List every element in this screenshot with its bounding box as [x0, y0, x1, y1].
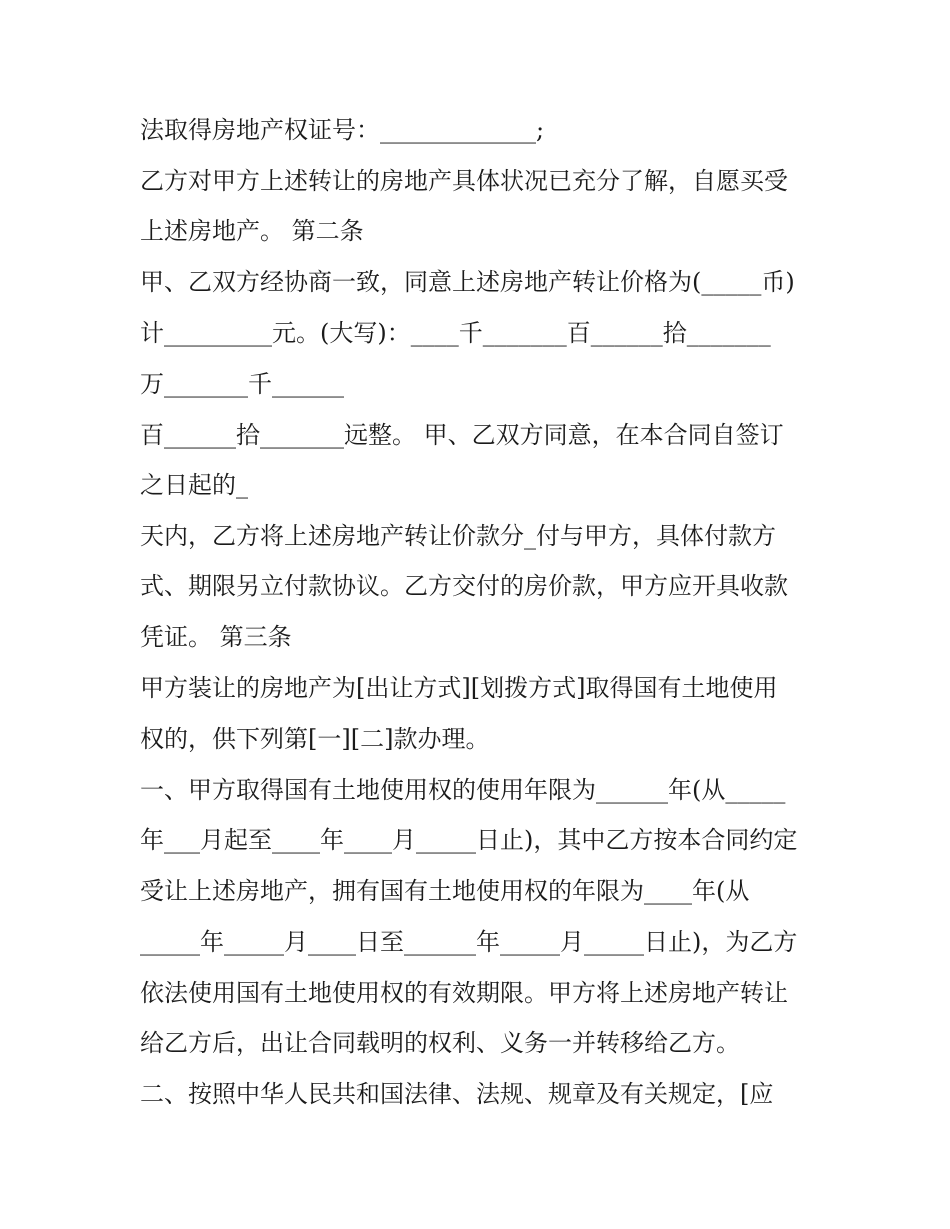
text-line: 法取得房地产权证号：_____________;: [140, 116, 545, 144]
text-line: 甲方装让的房地产为[出让方式][划拨方式]取得国有土地使用: [140, 674, 778, 702]
text-line: 百______拾_______远整。 甲、乙双方同意，在本合同自签订: [140, 421, 784, 449]
text-line: 式、期限另立付款协议。乙方交付的房价款，甲方应开具收款: [140, 572, 788, 600]
text-line: 甲、乙双方经协商一致，同意上述房地产转让价格为(_____币): [140, 268, 795, 296]
text-line: 受让上述房地产，拥有国有土地使用权的年限为____年(从: [140, 877, 750, 905]
text-line: 依法使用国有土地使用权的有效期限。甲方将上述房地产转让: [140, 979, 788, 1007]
text-line: _____年_____月____日至______年_____月_____日止)，为乙方: [140, 928, 798, 956]
text-line: 凭证。 第三条: [140, 623, 292, 651]
text-line: 给乙方后，出让合同载明的权利、义务一并转移给乙方。: [140, 1029, 740, 1057]
text-line: 权的，供下列第[一][二]款办理。: [140, 725, 490, 753]
text-line: 二、按照中华人民共和国法律、法规、规章及有关规定，[应: [140, 1080, 774, 1108]
text-line: 一、甲方取得国有土地使用权的使用年限为______年(从_____: [140, 776, 786, 804]
text-line: 乙方对甲方上述转让的房地产具体状况已充分了解，自愿买受: [140, 167, 788, 195]
text-line: 上述房地产。 第二条: [140, 217, 364, 245]
text-line: 之日起的_: [140, 471, 248, 499]
text-line: 年___月起至____年____月_____日止)，其中乙方按本合同约定: [140, 826, 798, 854]
text-line: 计_________元。(大写)：____千_______百______拾_______: [140, 319, 771, 347]
text-line: 万_______千______: [140, 370, 344, 398]
text-line: 天内，乙方将上述房地产转让价款分_付与甲方，具体付款方: [140, 522, 776, 550]
